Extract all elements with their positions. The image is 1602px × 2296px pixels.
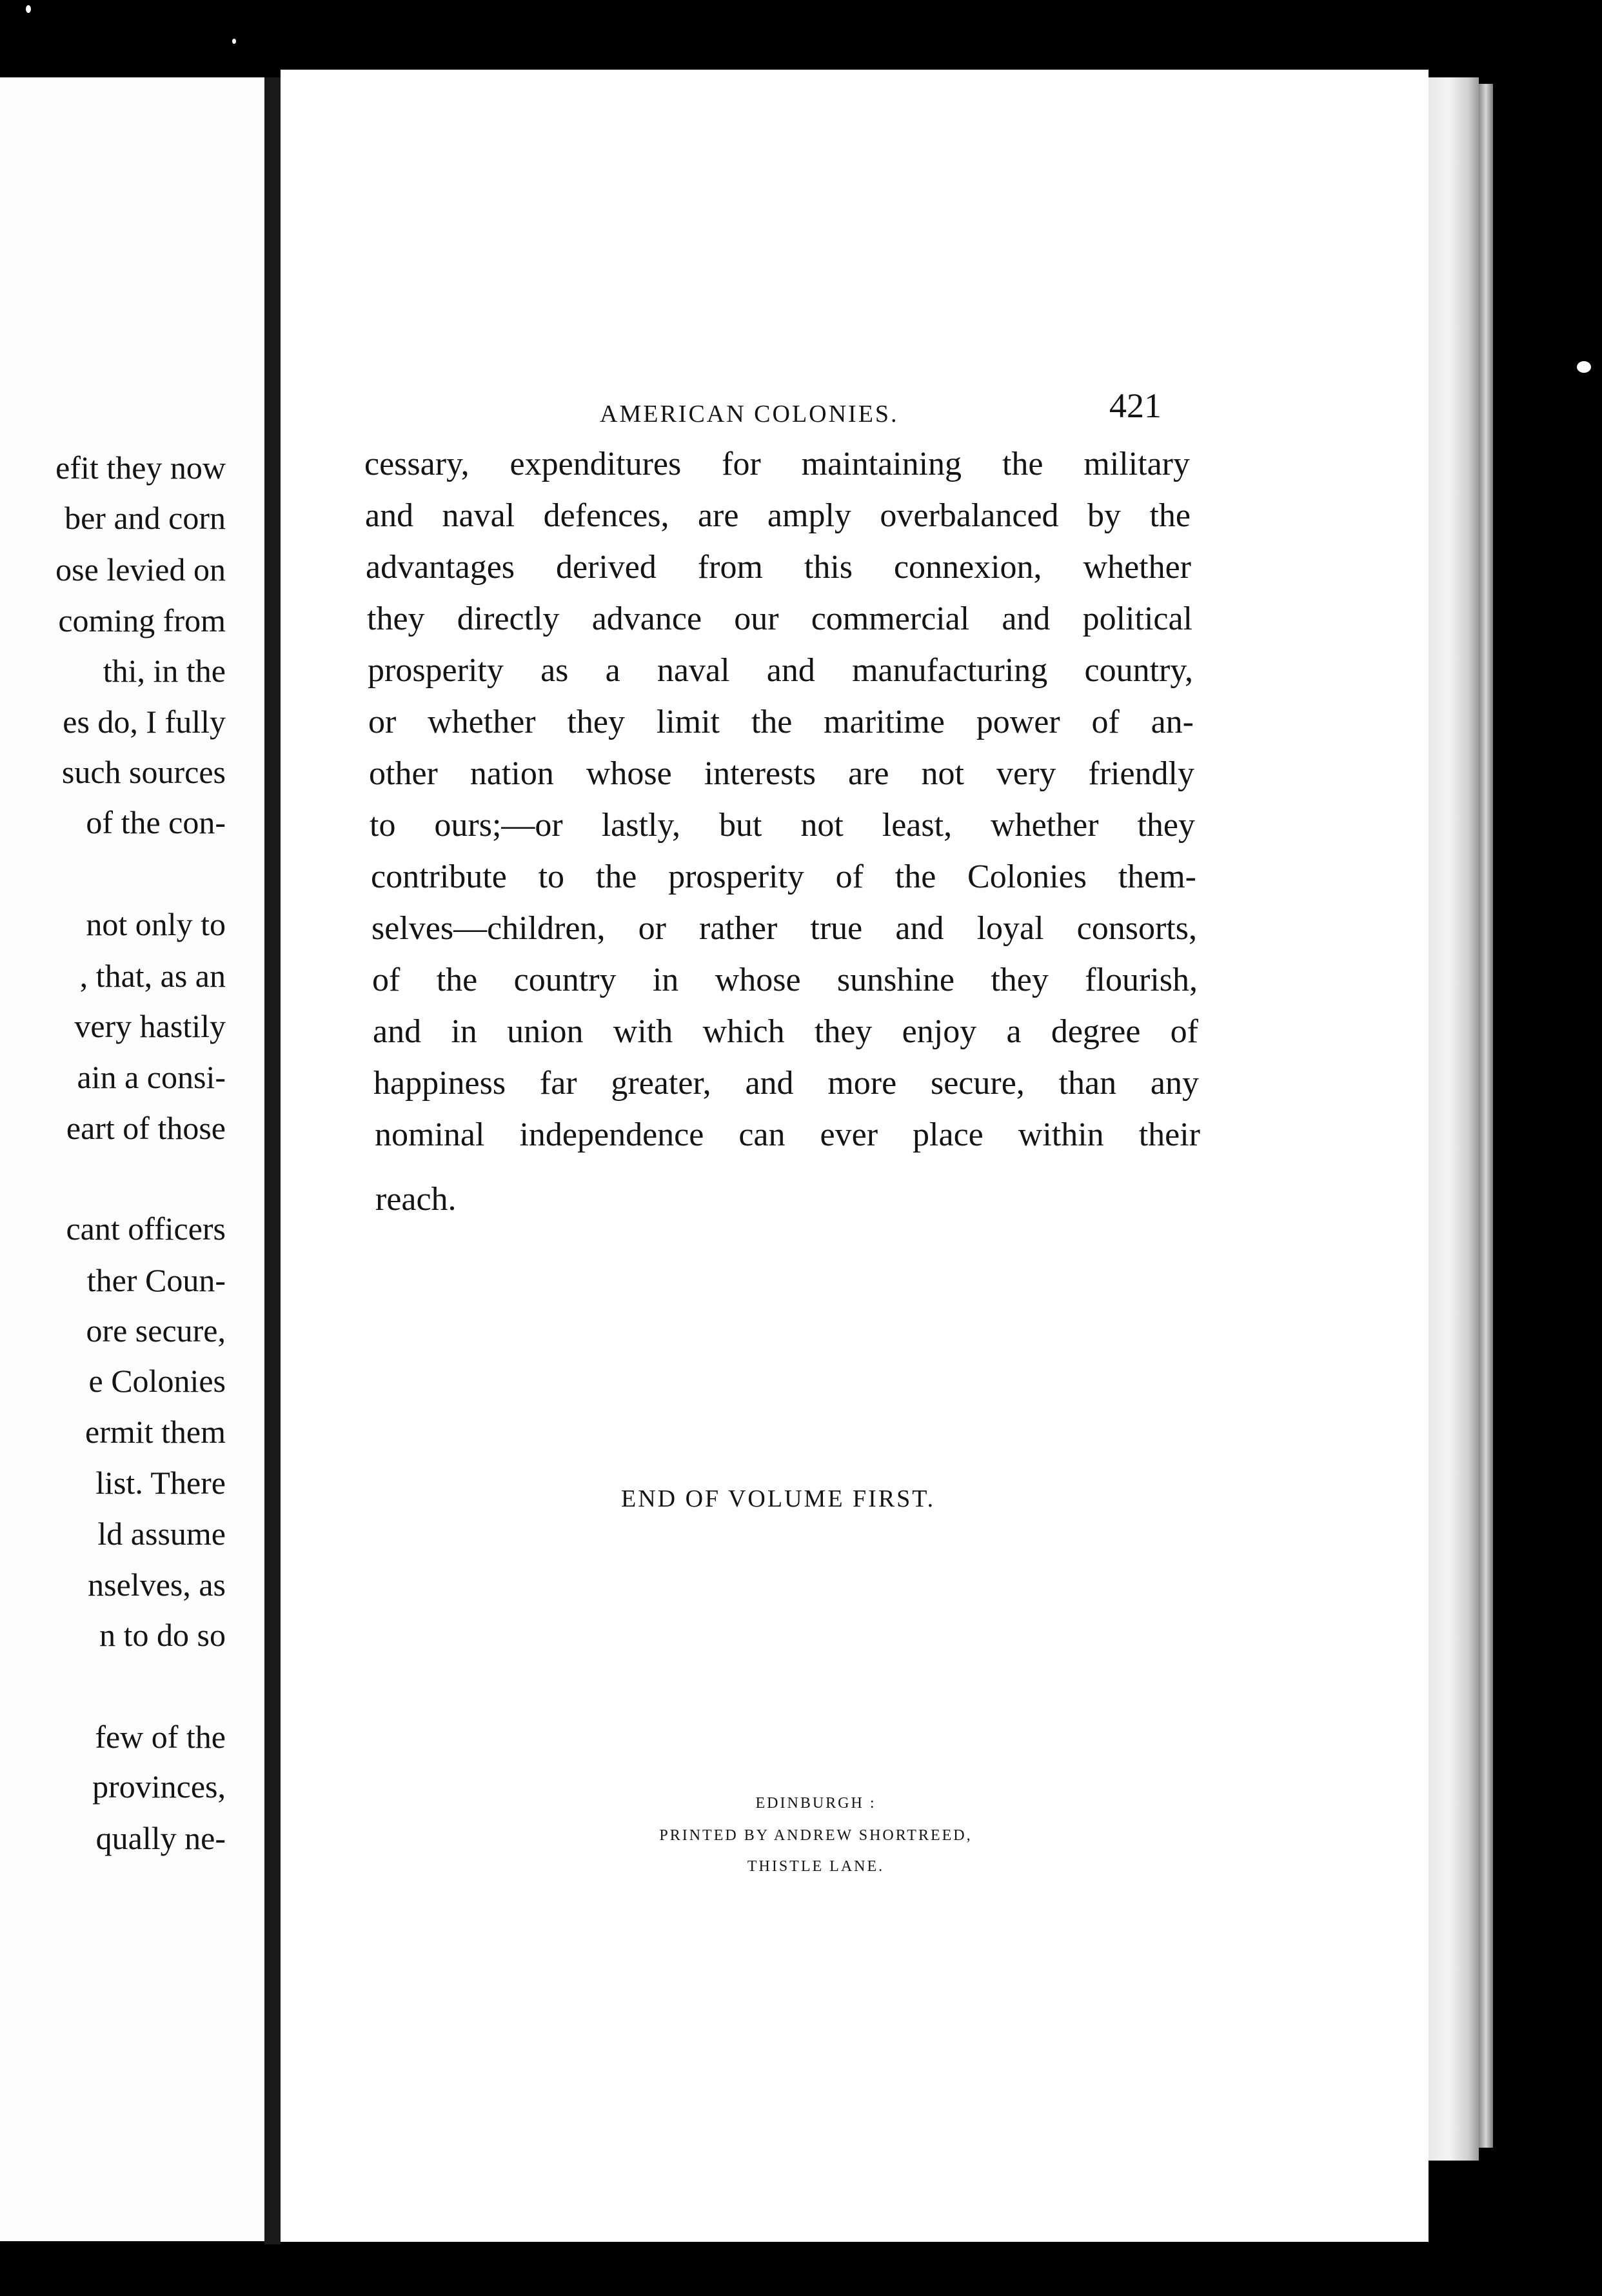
imprint-line: THISTLE LANE. — [747, 1858, 885, 1875]
page-edge-shadow-outer — [1479, 84, 1493, 2148]
body-line: to ours;—or lastly, but not least, whether they — [370, 807, 1195, 844]
facing-page-line: thi, in the — [103, 653, 226, 689]
facing-page-line: ain a consi- — [77, 1059, 226, 1095]
body-line: of the country in whose sunshine they flourish, — [372, 962, 1198, 998]
facing-page-line: list. There — [95, 1465, 226, 1501]
facing-page-left — [0, 77, 264, 2241]
facing-page-line: very hastily — [74, 1008, 226, 1044]
facing-page-line: ore secure, — [86, 1312, 226, 1349]
facing-page-line: such sources — [61, 754, 226, 790]
scan-speck — [26, 5, 31, 13]
facing-page-line: provinces, — [92, 1768, 226, 1805]
body-line: or whether they limit the maritime power of an- — [368, 704, 1194, 740]
body-line: contribute to the prosperity of the Colonies them- — [371, 858, 1196, 895]
running-head: AMERICAN COLONIES. — [600, 401, 899, 428]
body-line: happiness far greater, and more secure, than any — [373, 1065, 1199, 1102]
facing-page-line: coming from — [58, 602, 226, 638]
imprint-line: PRINTED BY ANDREW SHORTREED, — [659, 1827, 973, 1844]
body-line: and in union with which they enjoy a degree of — [373, 1013, 1198, 1050]
facing-page-line: cant officers — [66, 1211, 226, 1247]
facing-page-line: not only to — [86, 906, 226, 942]
imprint-line: EDINBURGH : — [755, 1795, 876, 1812]
body-line: other nation whose interests are not very friendly — [369, 755, 1194, 792]
book-gutter — [264, 77, 281, 2244]
body-line: advantages derived from this connexion, whether — [366, 549, 1191, 586]
facing-page-line: ther Coun- — [86, 1262, 226, 1298]
scan-speck — [1577, 361, 1591, 373]
facing-page-line: ose levied on — [55, 551, 226, 588]
facing-page-line: nselves, as — [88, 1567, 226, 1603]
facing-page-line: e Colonies — [88, 1363, 226, 1399]
facing-page-line: , that, as an — [79, 958, 226, 994]
end-of-volume-note: END OF VOLUME FIRST. — [621, 1485, 936, 1512]
facing-page-line: eart of those — [66, 1110, 226, 1146]
body-line: nominal independence can ever place within their — [375, 1116, 1200, 1153]
body-line: reach. — [375, 1181, 457, 1218]
facing-page-line: efit they now — [55, 450, 226, 486]
facing-page-line: of the con- — [86, 804, 226, 840]
body-line: and naval defences, are amply overbalanced by the — [365, 497, 1191, 534]
body-line: they directly advance our commercial and political — [367, 600, 1192, 637]
body-line: cessary, expenditures for maintaining the military — [364, 446, 1190, 482]
facing-page-line: es do, I fully — [63, 704, 226, 740]
body-line: prosperity as a naval and manufacturing country, — [368, 652, 1193, 689]
facing-page-line: qually ne- — [95, 1820, 226, 1856]
body-line: selves—children, or rather true and loyal consorts, — [371, 910, 1197, 947]
facing-page-line: n to do so — [99, 1617, 226, 1653]
scan-speck — [232, 39, 236, 44]
facing-page-line: ber and corn — [64, 500, 226, 536]
page-edge-shadow — [1429, 77, 1479, 2161]
facing-page-line: ld assume — [97, 1516, 226, 1552]
page-421 — [281, 70, 1429, 2242]
facing-page-line: few of the — [95, 1719, 226, 1755]
page-number: 421 — [1109, 386, 1162, 425]
facing-page-line: ermit them — [85, 1414, 226, 1450]
